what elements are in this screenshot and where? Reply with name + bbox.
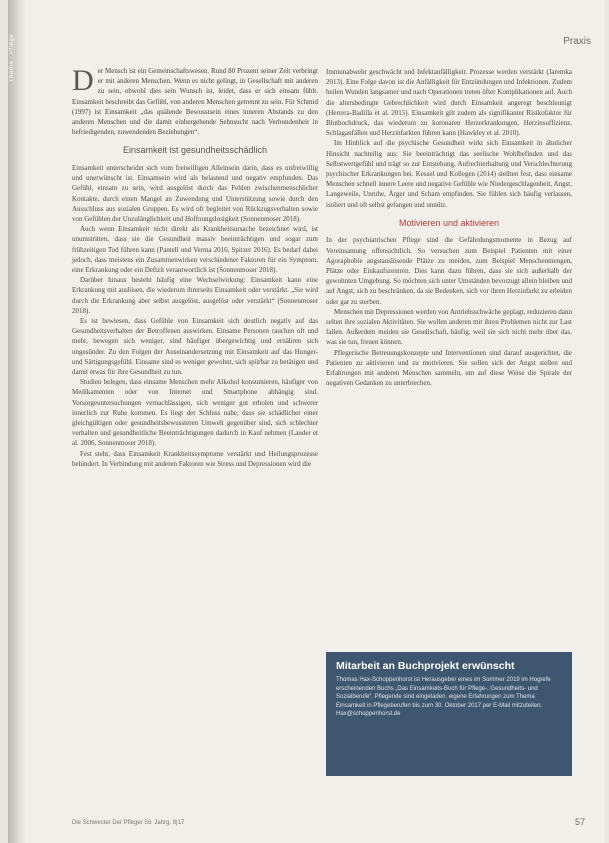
right-column (326, 67, 572, 388)
journal-footer: Die Schwester Der Pfleger 58. Jahrg. 8|17 (72, 820, 185, 826)
body-paragraph: Menschen mit Depressionen werden von Antriebsschwäche geplagt, reduzieren dann selten ihre sozialen Aktivitäten. Sie wollen anderen mit ihren Problemen nicht zur Last fallen. Außerdem meiden sie Gesellschaft, häufig, weil sie sich nicht mehr über das, was sie tun, freuen können. (326, 307, 572, 347)
left-column (72, 66, 318, 469)
info-box-text: Thomas Hax-Schoppenhorst ist Herausgeber eines im Sommer 2019 im Hogrefe erscheinenden Buchs „Das Einsamkeits-Buch für Pflege-, Gesundheits- und Sozialberufe“. Pflegende sind eingeladen, eigene Erfahrungen zum Thema Einsamkeit in Pflegeberufen bis zum 30. Oktober 2017 per E-Mail mitzuteilen: Hax@schoppenhorst.de (336, 677, 551, 718)
lead-paragraph (72, 66, 318, 137)
magazine-page (8, 0, 605, 843)
body-paragraph: Auch wenn Einsamkeit nicht direkt als Krankheitsursache bezeichnet wird, ist unumstritten, dass sie die Gesundheit massiv beeinträchtigen und sogar zum frühzeitigen Tod führen kann (Pantell und Verma 2016, Spitzer 2016). Es bedarf dabei jedoch, dass meistens ein Zusammenwirken verschiedener Faktoren für ein Symptom, eine Erkrankung oder ein Defizit verantwortlich ist (Sonnenmoser 2018). (72, 225, 318, 274)
subheading-einsamkeit: Einsamkeit ist gesundheitsschädlich (122, 145, 268, 156)
info-box (326, 652, 572, 776)
spine-label: Thema · Pflege (9, 33, 15, 83)
body-paragraph: Immunabwehr geschwächt und Infektanfälligkeit. Prozesse werden verstärkt (Jaremka 2013). Eine Folge davon ist die Anfälligkeit für Entzündungen und Infektionen. Zudem heilen Wunden langsamer und nach Operationen treten öfter Komplikationen auf. Auch die altersbedingte Gebrechlichkeit wird durch Einsamkeit angeregt beschleunigt (Herrera-Badilla et al. 2015). Einsamkeit gilt zudem als signifikanter Risikofaktor für Bluthochdruck, das wiederum zu koronaren Herzerkrankungen, Herzinsuffizienz, Schlaganfällen und Herzinfarkten führen kann (Hawkley et al. 2010). (326, 68, 572, 138)
section-label: Praxis (563, 36, 591, 47)
subheading-motivieren: Motivieren und aktivieren (398, 217, 500, 228)
body-paragraph: Darüber hinaus besteht häufig eine Wechselwirkung: Einsamkeit kann eine Erkrankung mit auslösen, die wiederum ihrerseits Einsamkeit oder verstärkt. „Sie wird durch die Erkrankung aber selbst ausgelöst, ausgelöst oder verstärkt“ (Sonnenmoser 2018). (72, 276, 318, 315)
info-box-title: Mitarbeit an Buchprojekt erwünscht (336, 660, 515, 672)
page-number: 57 (574, 817, 585, 827)
body-paragraph: Im Hinblick auf die psychische Gesundheit wirkt sich Einsamkeit in ähnlicher Hinsicht nachteilig aus: Sie beeinträchtigt das seelische Wohlbefinden und das Selbstwertgefühl und trägt so zur Entstehung, Aufrechterhaltung und Verschlechterung psychischer Erkrankungen bei. Kessel und Kollegen (2014) stellten fest, dass einsame Menschen schnell innere Leere und negative Gefühle wie Niedergeschlagenheit, Angst, Langeweile, Unruhe, Ärger und Scham empfinden. Sie fühlen sich häufig verlassen, isoliert und oft selbst gefangen und unnütz. (326, 139, 572, 209)
body-paragraph: Pflegerische Betreuungskonzepte und Interventionen sind darauf ausgerichtet, die Patienten zu aktivieren und zu motivieren. Sie sollen sich der Angst stellen und Erfahrungen mit anderen Menschen sammeln, um auf diese Weise die Spirale der negativen Gedanken zu unterbrechen. (326, 348, 572, 388)
body-paragraph: In der psychiatrischen Pflege sind die Gefährdungsmomente in Bezug auf Vereinsamung offensichtlich. So versuchen zum Beispiel Patienten mit einer Agoraphobie angstauslösende Plätze zu meiden, zum Beispiel Menschenmengen, Plätze oder Einkaufszentren. Dies kann dazu führen, dass sie sich außerhalb der gewohnten Umgebung. So möchten sich unter Umständen bevorzugt allein bleiben und auf Angst, sich zu beschränken, da sie Bedenken, sich vor ihren Herzinfarkt zu erleiden oder gar zu sterben. (326, 236, 572, 306)
drop-cap: D (72, 64, 94, 97)
page-spine (8, 0, 26, 843)
body-paragraph: Einsamkeit unterscheidet sich vom freiwilligen Alleinsein darin, dass es unfreiwillig und unerwünscht ist. Einsamsein wird als belastend und negativ empfunden. Das Gefühl, einsam zu sein, wird ausgelöst durch das Fehlen zwischenmenschlicher Kontakte, durch einen Mangel an Zuwendung und Unterstützung sowie durch den Ausschluss aus sozialen Gruppen. Es wird oft begleitet von Rückzugsverhalten sowie von Gefühlen der Unzulänglichkeit und Hoffnungslosigkeit (Sonnenmoser 2018). (72, 163, 318, 223)
body-paragraph: Es ist bewiesen, dass Gefühle von Einsamkeit sich deutlich negativ auf das Gesundheitsverhalten der Betroffenen auswirken. Einsame Personen rauchen oft und mehr, bewegen sich weniger, sind häufiger übergewichtig und ernähren sich ungesünder. Zu den Folgen der Auseinandersetzung mit Einsamkeit auf das Hunger- und Sättigungsgefühl. Einsame sind es weniger gewohnt, sich spürbar zu betätigen und damit etwas für ihre Gesundheit zu tun. (72, 316, 318, 376)
lead-text: er Mensch ist ein Gemeinschaftswesen. Rund 80 Prozent seiner Zeit verbringt er mit anderen Menschen. Wenn es nicht gelingt, in Gesellschaft mit anderen zu sein, obwohl dies sein Wunsch ist, leidet, dass er sich einsam fühlt. Einsamkeit beschreibt das Gefühl, von anderen Menschen getrennt zu sein. Für Schmid (1997) ist Einsamkeit „das quälende Bewusstsein eines inneren Abstands zu den anderen Menschen und die damit einhergehende Sehnsucht nach Verbundenheit in befriedigenden, zuwendenden Beziehungen“. (72, 67, 318, 137)
body-paragraph: Fest steht, dass Einsamkeit Krankheitssymptome verstärkt und Heilungsprozesse behindert. In Verbindung mit anderen Faktoren wie Stress und Depressionen wird die (72, 449, 318, 468)
body-paragraph: Studien belegen, dass einsame Menschen mehr Alkohol konsumieren, häufiger von Medikamenten oder von Internet und Smartphone abhängig sind. Vorsorgeuntersuchungen vernachlässigen, sich weniger gut erholen und schwerer innerlich zur Ruhe kommen. Es liegt der Schluss nahe, dass sie schädlicher einer gleichgültigen oder gesundheitsbewussteren Umwelt gegenüber sind, sich schlechter verhalten und gesundheitliche Beeinträchtigungen dadurch in Kauf nehmen (Lauder et al. 2006, Sonnenmoser 2018). (72, 378, 318, 448)
